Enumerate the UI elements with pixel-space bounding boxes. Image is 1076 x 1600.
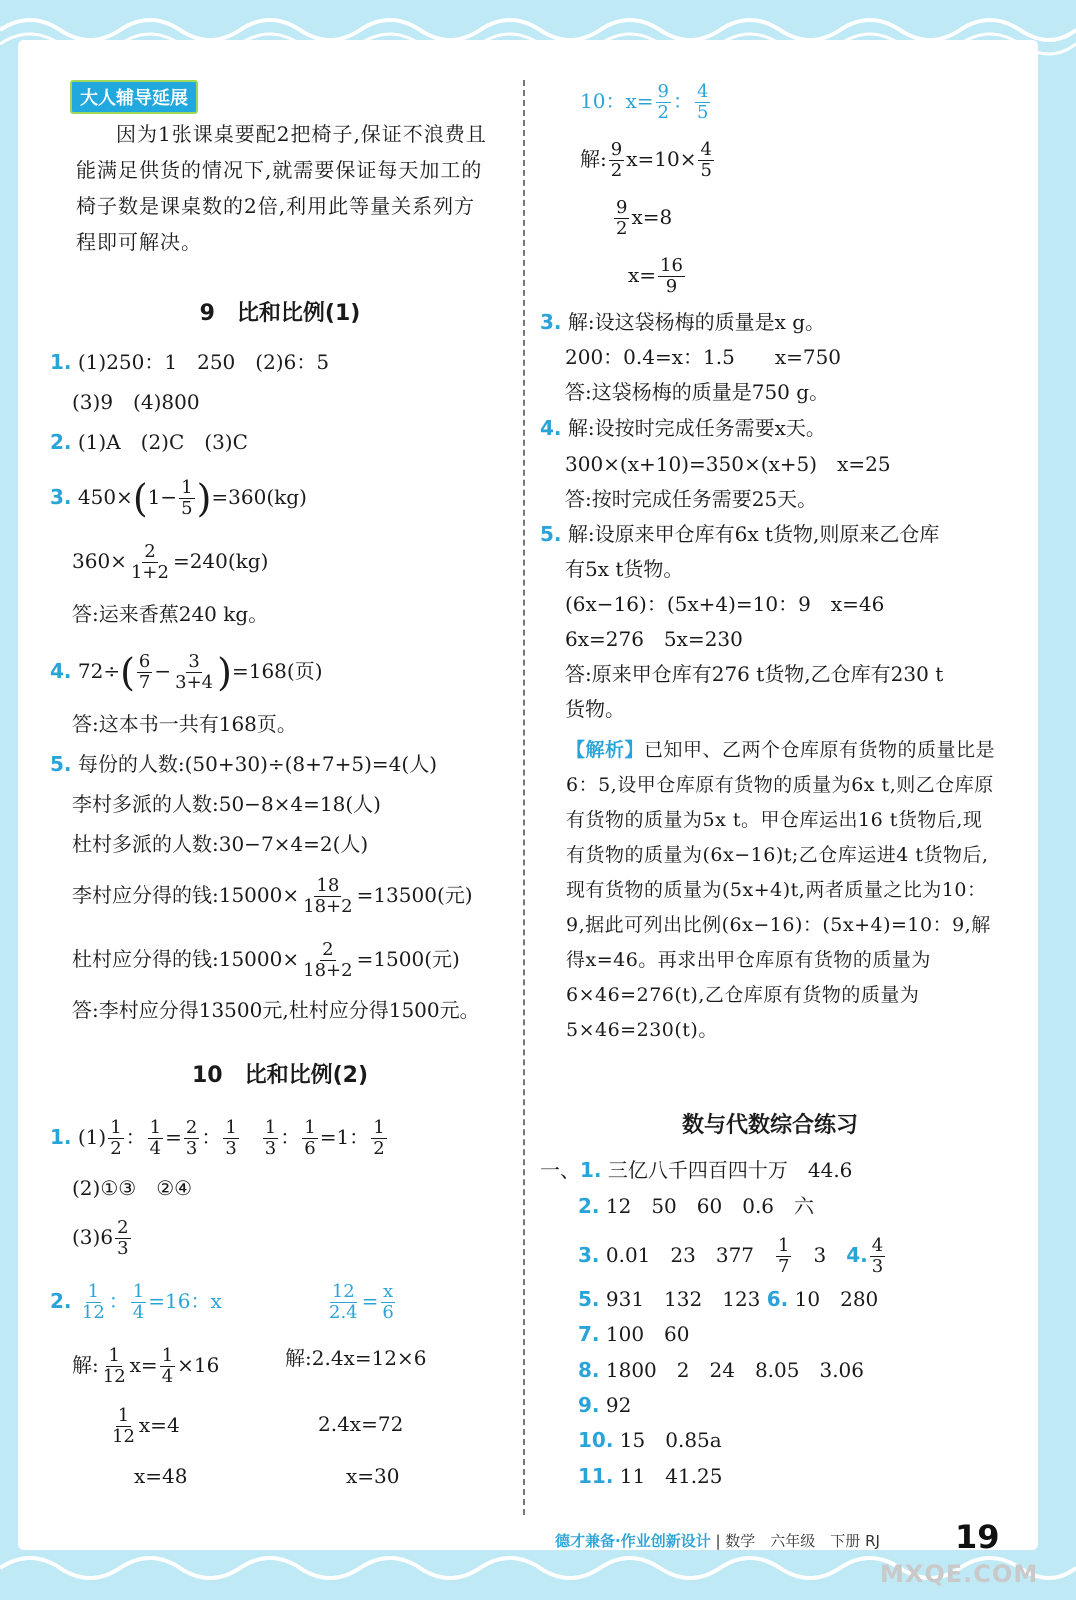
- q-r-4-answer: 答:按时完成任务需要25天。: [565, 487, 818, 511]
- ratio-solution-step-1: 解: $\frac{9}{2}$ x=10× $\frac{4}{5}$: [580, 139, 712, 181]
- expr-text: =360(kg): [211, 485, 307, 509]
- review-10: 10. 15 0.85a: [578, 1428, 722, 1452]
- review-section-title: 数与代数综合练习: [681, 1113, 858, 1138]
- q-r-5-line-1: 5. 解:设原来甲仓库有6x t货物,则原来乙仓库: [540, 522, 940, 546]
- question-number: 1.: [50, 1125, 72, 1149]
- ratio-solution-step-2: $\frac{9}{2}$ x=8: [616, 197, 673, 239]
- q-9-3-line-b: 360× $\frac{2}{1+2}$ =240(kg): [72, 541, 269, 583]
- q-r-5-answer-1: 答:原来甲仓库有276 t货物,乙仓库有230 t: [565, 662, 944, 686]
- q-r-4-line-2: 300×(x+10)=350×(x+5) x=25: [565, 452, 891, 476]
- q-r-5-line-4: 6x=276 5x=230: [565, 627, 743, 651]
- question-number: 2.: [50, 430, 72, 454]
- footer-subject: | 数学 六年级 下册 RJ: [715, 1532, 880, 1550]
- review-1: 一、1. 三亿八千四百四十万 44.6: [540, 1158, 853, 1182]
- fraction: $\frac{1}{5}$: [181, 477, 193, 519]
- q-9-3-answer: 答:运来香蕉240 kg。: [72, 602, 269, 626]
- q-r-3-line-2: 200：0.4=x：1.5 x=750: [565, 345, 842, 369]
- parent-guide-badge: 大人辅导延展: [70, 80, 198, 114]
- q-r-5-answer-2: 货物。: [565, 697, 625, 721]
- q-9-5-line-5: 杜村应分得的钱:15000× $\frac{2}{18+2}$ =1500(元): [72, 939, 460, 981]
- review-7: 7. 100 60: [578, 1322, 690, 1346]
- q-9-1-line-a: [50, 350, 329, 374]
- review-11: 11. 11 41.25: [578, 1464, 723, 1488]
- review-2: 2. 12 50 60 0.6 六: [578, 1194, 815, 1218]
- q-9-5-line-3: 杜村多派的人数:30−7×4=2(人): [72, 832, 369, 856]
- q-10-2-right-equation: $\frac{12}{2.4}$ = $\frac{x}{6}$: [329, 1281, 394, 1323]
- q-10-2-left-step-3: x=48: [134, 1464, 188, 1488]
- q-r-3-answer: 答:这袋杨梅的质量是750 g。: [565, 380, 830, 404]
- q-9-5-line-2: 李村多派的人数:50−8×4=18(人): [72, 792, 381, 816]
- q-r-5-line-2: 有5x t货物。: [565, 557, 684, 581]
- expr-text: 1−: [147, 485, 178, 509]
- fraction: $\frac{2}{1+2}$: [130, 541, 169, 583]
- answer-text: (1)A (2)C (3)C: [77, 430, 248, 454]
- q-9-4-answer: 答:这本书一共有168页。: [72, 712, 297, 736]
- analysis-text: 已知甲、乙两个仓库原有货物的质量比是6：5,设甲仓库原有货物的质量为6x t,则乙仓库原有货物的质量为5x t。甲仓库运出16 t货物后,现有货物的质量为(6x−16)t;乙仓库运进4 t货物后,现有货物的质量为(5x+4)t,两者质量之比为10：9,据此可列出比例(6x−16)：(5x+4)=10：9,解得x=46。再求出甲仓库原有货物的质量为6×46=276(t),乙仓库原有货物的质量为5×46=230(t)。: [566, 739, 996, 1041]
- question-number: 3.: [50, 485, 72, 509]
- ratio-equation: 10：x= $\frac{9}{2}$ ： $\frac{4}{5}$: [580, 81, 709, 123]
- section-9-title: 9 比和比例(1): [199, 301, 361, 326]
- review-8: 8. 1800 2 24 8.05 3.06: [578, 1358, 865, 1382]
- section-10-title: 10 比和比例(2): [191, 1063, 369, 1088]
- q-10-2-right-step-2: 2.4x=72: [318, 1412, 404, 1436]
- fraction: $\frac{2}{3}$: [117, 1217, 129, 1259]
- review-9: 9. 92: [578, 1393, 632, 1417]
- watermark: MXQE.COM: [880, 1560, 1039, 1588]
- q-r-5-line-3: (6x−16)：(5x+4)=10：9 x=46: [565, 592, 885, 616]
- column-divider: [523, 80, 525, 1515]
- q-10-2-left-step-2: $\frac{1}{12}$ x=4: [112, 1405, 180, 1447]
- q-10-1-line-c: (3)6 $\frac{2}{3}$: [72, 1217, 129, 1259]
- q-10-2-left-step-1: 解: $\frac{1}{12}$ x= $\frac{1}{4}$ ×16: [72, 1345, 220, 1387]
- question-number: 4.: [50, 659, 72, 683]
- q-9-5-line-1: 5. 每份的人数:(50+30)÷(8+7+5)=4(人): [50, 752, 438, 776]
- question-number: 3.: [540, 310, 562, 334]
- q-10-2-line-a: 2. $\frac{1}{12}$ ： $\frac{1}{4}$ =16：x: [50, 1281, 222, 1323]
- q-9-1-line-b: (3)9 (4)800: [72, 390, 200, 414]
- fraction: $\frac{18}{18+2}$: [303, 875, 353, 917]
- q-10-1-line-b: (2)①③ ②④: [72, 1176, 193, 1200]
- q-10-2-right-step-3: x=30: [346, 1464, 400, 1488]
- ratio-solution-step-3: x= $\frac{16}{9}$: [628, 255, 683, 297]
- answer-text: (1)250：1 250 (2)6：5: [77, 350, 330, 374]
- intro-paragraph: 因为1张课桌要配2把椅子,保证不浪费且能满足供货的情况下,就需要保证每天加工的椅子数是课桌数的2倍,利用此等量关系列方程即可解决。: [76, 122, 487, 254]
- review-5-6: 5. 931 132 123 6. 10 280: [578, 1287, 879, 1311]
- question-number: 1.: [50, 350, 72, 374]
- q-10-2-right-step-1: 解:2.4x=12×6: [285, 1346, 427, 1370]
- fraction: $\frac{2}{18+2}$: [303, 939, 353, 981]
- page-number: 19: [955, 1518, 1000, 1556]
- fraction: $\frac{6}{7}$: [138, 651, 151, 693]
- question-number: 4.: [540, 416, 562, 440]
- q-9-2: [50, 430, 248, 454]
- analysis-tag: 【解析】: [566, 739, 645, 761]
- q-10-1-line-a: 1. (1) $\frac{1}{2}$ ： $\frac{1}{4}$ = $\frac{2}{3}$ ： $\frac{1}{3}$ $\frac{1}{3}$ ： $\frac{1}{6}$ =1： $\frac{1}{2}$: [50, 1117, 385, 1159]
- fraction: $\frac{3}{3+4}$: [175, 651, 214, 693]
- q-9-5-answer: 答:李村应分得13500元,杜村应分得1500元。: [72, 998, 480, 1022]
- footer-series: [555, 1530, 880, 1551]
- q-r-3-line-1: 3. 解:设这袋杨梅的质量是x g。: [540, 310, 826, 334]
- analysis-paragraph: [566, 733, 996, 1048]
- question-number: 5.: [50, 752, 72, 776]
- q-9-3-line-a: 3. 450×(1− $\frac{1}{5}$ )=360(kg): [50, 476, 307, 521]
- review-3-4: 3. 0.01 23 377 $\frac{1}{7}$ 3 4. $\frac{4}{3}$: [578, 1235, 884, 1277]
- expr-text: 450×: [77, 485, 133, 509]
- footer-brand: 德才兼备·作业创新设计: [555, 1532, 711, 1550]
- question-number: 2.: [50, 1289, 72, 1313]
- q-r-4-line-1: 4. 解:设按时完成任务需要x天。: [540, 416, 826, 440]
- q-9-5-line-4: 李村应分得的钱:15000× $\frac{18}{18+2}$ =13500(元): [72, 875, 473, 917]
- q-9-4-line-a: 4. 72÷( $\frac{6}{7}$ − $\frac{3}{3+4}$ )=168(页): [50, 650, 323, 695]
- question-number: 5.: [540, 522, 562, 546]
